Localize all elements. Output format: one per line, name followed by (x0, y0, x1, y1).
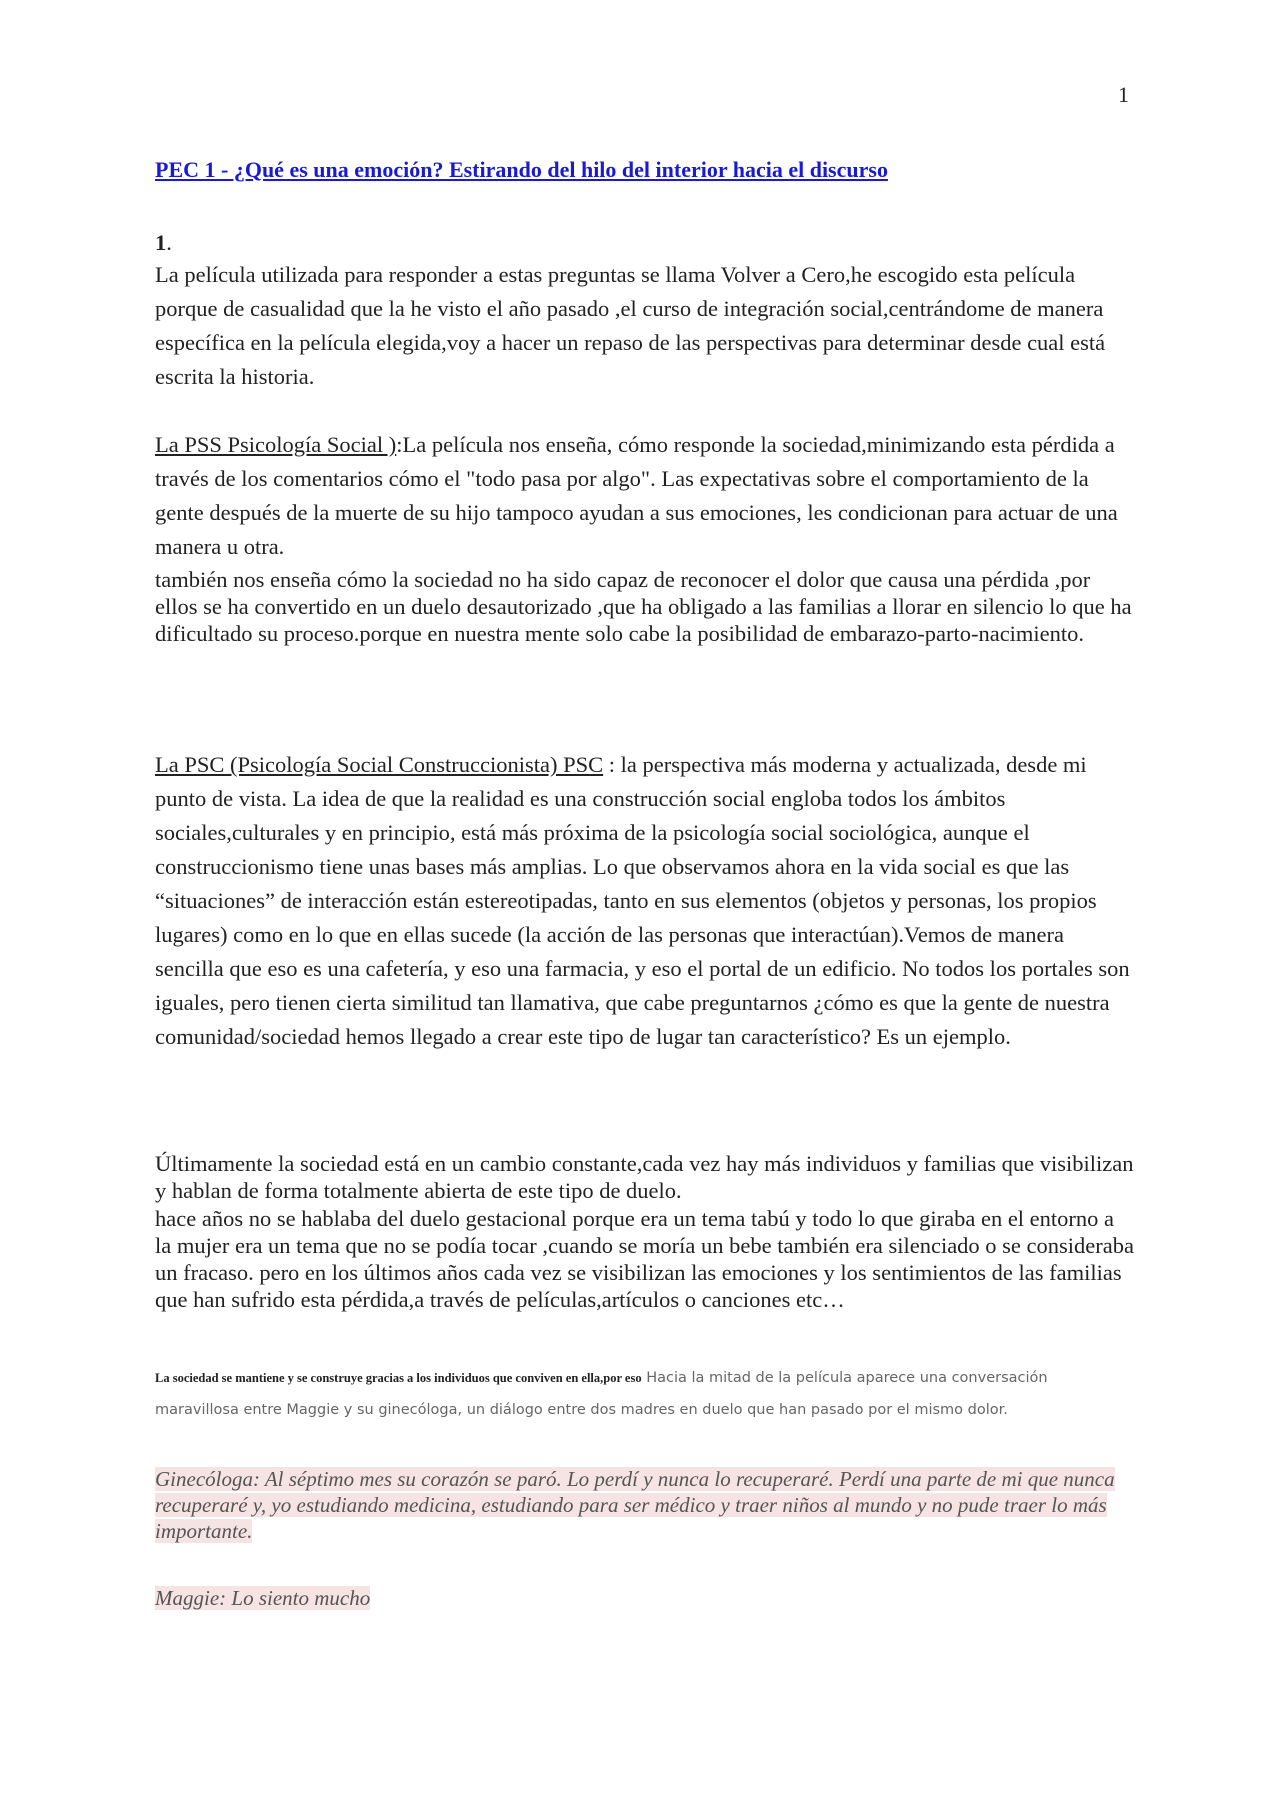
document-title[interactable]: PEC 1 - ¿Qué es una emoción? Estirando del hilo del interior hacia el discurso (155, 157, 888, 182)
quote-maggie (155, 1585, 1135, 1611)
pss-text: :La película nos enseña, cómo responde la sociedad,minimizando esta pérdida a través de los comentarios cómo el "todo pasa por algo". Las expectativas sobre el comportamiento de la gente después de la muerte de su hijo tampoco ayudan a sus emociones, les condicionan para actuar de una manera u otra. (155, 432, 1118, 559)
psc-label: La PSC (Psicología Social Construccionista) PSC (155, 752, 604, 777)
quote-gynecologist (155, 1466, 1135, 1544)
page-number: 1 (1118, 82, 1129, 107)
section-heading (155, 226, 1135, 260)
intro-paragraph: La película utilizada para responder a estas preguntas se llama Volver a Cero,he escogido esta película porque de casualidad que la he visto el año pasado ,el curso de integración social,centrándome de manera específica en la película elegida,voy a hacer un repaso de las perspectivas para determinar desde cual está escrita la historia. (155, 262, 1106, 389)
pss-label: La PSS Psicología Social ) (155, 432, 397, 457)
psc-text: : la perspectiva más moderna y actualizada, desde mi punto de vista. La idea de que la realidad es una construcción social engloba todos los ámbitos sociales,culturales y en principio, está más próxima de la psicología social sociológica, aunque el construccionismo tiene unas bases más amplias. Lo que observamos ahora en la vida social es que las “situaciones” de interacción están estereotipadas, tanto en sus elementos (objetos y personas, los propios lugares) como en lo que en ellas sucede (la acción de las personas que interactúan).Vemos de manera sencilla que eso es una cafetería, y eso una farmacia, y eso el portal de un edificio. No todos los portales son iguales, pero tienen cierta similitud tan llamativa, que cabe preguntarnos ¿cómo es que la gente de nuestra comunidad/sociedad hemos llegado a crear este tipo de lugar tan característico? Es un ejemplo. (155, 752, 1130, 1049)
psc-paragraph (155, 748, 1135, 1054)
pss-continuation: también nos enseña cómo la sociedad no ha sido capaz de reconocer el dolor que causa una pérdida ,por ellos se ha convertido en un duelo desautorizado ,que ha obligado a las familias a llorar en silencio lo que ha dificultado su proceso.porque en nuestra mente solo cabe la posibilidad de embarazo-parto-nacimiento. (155, 567, 1132, 646)
change-paragraph: Últimamente la sociedad está en un cambio constante,cada vez hay más individuos y familias que visibilizan y hablan de forma totalmente abierta de este tipo de duelo. (155, 1151, 1134, 1203)
section-number-suffix: . (166, 230, 172, 255)
small-bold-text: La sociedad se mantiene y se construye gracias a los individuos que conviven en ella,por eso (155, 1371, 642, 1385)
small-paragraph (155, 1362, 1135, 1426)
quote-gynecologist-text: Ginecóloga: Al séptimo mes su corazón se paró. Lo perdí y nunca lo recuperaré. Perdí una parte de mi que nunca recuperaré y, yo estudiando medicina, estudiando para ser médico y traer niños al mundo y no pude traer lo más importante. (155, 1467, 1115, 1543)
small-grey-text: Hacia la mitad de la película aparece una conversación maravillosa entre Maggie y su ginecóloga, un diálogo entre dos madres en duelo que han pasado por el mismo dolor. (155, 1370, 1048, 1418)
quote-maggie-text: Maggie: Lo siento mucho (155, 1586, 371, 1610)
section-number: 1 (155, 230, 167, 255)
change-continuation: hace años no se hablaba del duelo gestacional porque era un tema tabú y todo lo que giraba en el entorno a la mujer era un tema que no se podía tocar ,cuando se moría un bebe también era silenciado o se consideraba un fracaso. pero en los últimos años cada vez se visibilizan las emociones y los sentimientos de las familias que han sufrido esta pérdida,a través de películas,artículos o canciones etc… (155, 1206, 1134, 1312)
pss-paragraph (155, 428, 1135, 564)
